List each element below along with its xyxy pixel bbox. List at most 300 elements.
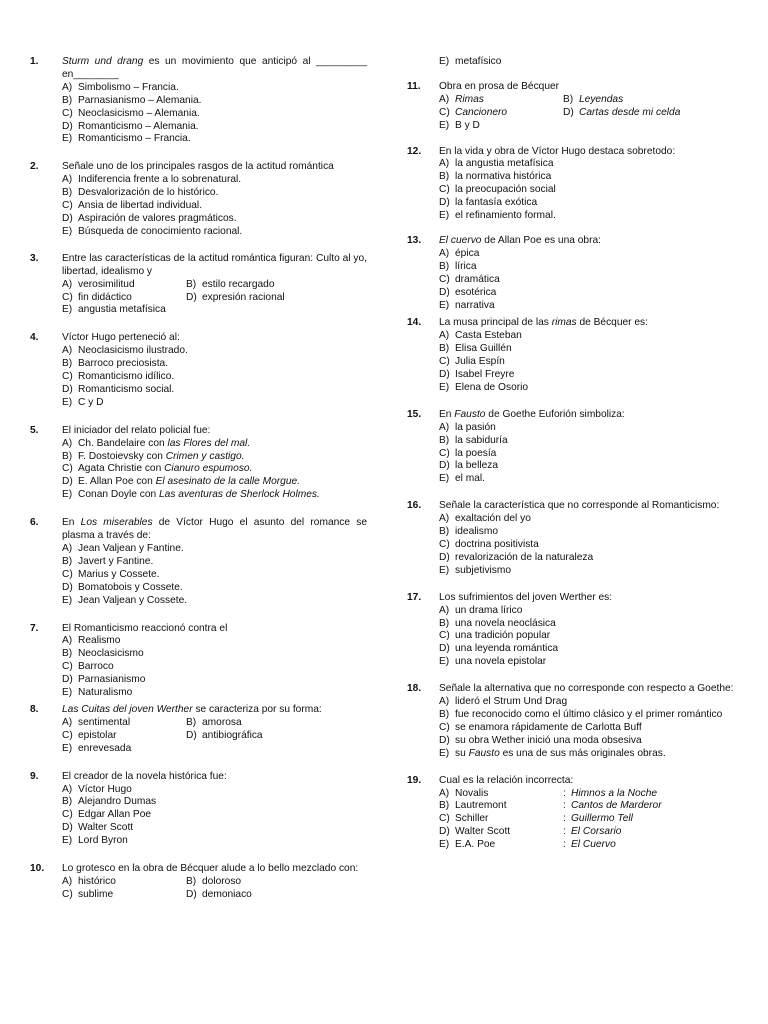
option [62,476,367,489]
relation-separator: : [563,839,566,851]
option-letter: B) [439,708,450,720]
question-stem: Señale la alternativa que no corresponde con respecto a Goethe: [439,683,734,695]
option [62,648,367,661]
question-body [439,317,746,394]
question-body [439,500,746,577]
option-letter: E) [439,473,450,485]
question-number: 5. [30,424,39,436]
option-text: una tradición popular [455,630,551,642]
option [439,526,746,539]
option [439,356,746,369]
option-text: metafísico [455,56,502,67]
option-pair [439,94,746,107]
option-letter: C) [62,888,73,900]
option-letter: A) [439,604,450,616]
option-letter: A) [62,543,73,554]
option-text: Alejandro Dumas [78,796,157,808]
option-letter: C) [62,729,73,741]
question-body [439,683,746,760]
option [62,889,186,902]
option-letter: D) [62,212,73,224]
option-text: idealismo [455,526,499,538]
option-text: Jean Valjean y Fantine. [78,543,184,554]
option [62,463,367,476]
question-body [439,146,746,223]
option [439,197,746,210]
option-text: el refinamiento formal. [455,210,556,222]
option-text: una novela epistolar [455,656,547,668]
question-stem: Sturm und drang es un movimiento que anticipó al _________ en________ [62,56,368,80]
option [439,539,746,552]
option-letter: A) [439,787,450,799]
option [62,384,367,397]
question-stem: El Romanticismo reaccionó contra el [62,622,228,634]
option [439,656,746,669]
option-letter: B) [439,434,450,446]
option [62,809,367,822]
option-letter: C) [439,106,450,118]
question-body [62,623,367,700]
option-letter: B) [62,187,73,199]
option-text: Casta Esteban [455,330,522,342]
option [62,674,367,687]
relation-row [439,839,746,852]
option [439,158,746,171]
option [439,171,746,184]
option-letter: E) [439,299,450,311]
option-text: Agata Christie con Cianuro espumoso. [78,463,253,475]
option-letter: B) [439,260,450,272]
relation-author: Novalis [455,787,489,799]
option-text: Neoclasicismo – Alemania. [78,107,200,119]
relation-separator: : [563,813,566,825]
option-letter: E) [439,839,450,851]
option-letter: D) [62,120,73,132]
relation-row [439,826,746,839]
option-letter: A) [62,174,73,186]
option-letter: C) [439,630,450,642]
option [186,730,367,743]
option [62,226,367,239]
option-letter: E) [439,656,450,668]
option-text: Parnasianismo [78,674,146,686]
option-letter: E) [62,225,73,237]
question-14 [407,317,746,394]
option [439,261,746,274]
option-text: Rimas [455,93,484,105]
option-text: la poesía [455,447,497,459]
question-body [62,253,367,318]
option-text: estilo recargado [202,278,275,290]
option-letter: D) [186,729,197,741]
option [62,174,367,187]
option-text: Elena de Osorio [455,381,529,393]
option-letter: C) [62,463,73,475]
question-number: 1. [30,56,39,67]
question-number: 19. [407,774,422,786]
option-text: dramática [455,273,500,285]
option [62,304,367,317]
question-7 [30,623,367,700]
option-letter: D) [439,734,450,746]
question-number: 11. [407,80,421,92]
option-letter: C) [62,200,73,212]
option-text: Julia Espín [455,356,505,368]
option [62,108,367,121]
question-number: 18. [407,683,422,695]
option [62,730,186,743]
option-text: Ansia de libertad individual. [78,200,203,212]
option-text: narrativa [455,299,495,311]
question-18 [407,683,746,760]
right-column [407,56,746,852]
option-text: la pasión [455,421,496,433]
left-column [30,56,367,902]
option-letter: A) [62,81,73,93]
option-letter: D) [439,643,450,655]
option [439,618,746,631]
option [62,121,367,134]
question-stem: Cual es la relación incorrecta: [439,774,574,786]
option-text: amorosa [202,716,242,728]
option-letter: B) [439,343,450,355]
option-text: épica [455,247,480,259]
option-letter: E) [439,747,450,759]
option [62,213,367,226]
option-letter: E) [439,381,450,393]
option-text: esotérica [455,286,497,298]
question-body [439,592,746,669]
option-letter: B) [439,800,450,812]
option-text: E. Allan Poe con El asesinato de la calle Morgue. [78,476,300,488]
option [563,107,746,120]
option [439,56,746,69]
option-text: Desvalorización de lo histórico. [78,187,219,199]
question-stem: En la vida y obra de Víctor Hugo destaca sobretodo: [439,145,676,157]
option-text: Isabel Freyre [455,369,515,381]
question-number: 15. [407,408,422,420]
option-text: una novela neoclásica [455,617,556,629]
question-body [62,425,367,502]
option-text: la preocupación social [455,184,556,196]
option-letter: B) [186,278,197,290]
option [439,184,746,197]
option-letter: E) [62,687,73,699]
relation-work: Cantos de Marderor [571,800,662,812]
question-number: 7. [30,622,39,634]
option-text: Víctor Hugo [78,783,132,795]
option-letter: E) [439,119,450,131]
question-body [62,771,367,848]
option-text: se enamora rápidamente de Carlotta Buff [455,721,642,733]
option-text: sentimental [78,716,131,728]
option-text: Romanticismo social. [78,383,175,395]
option-text: Naturalismo [78,687,133,699]
option-letter: B) [62,555,73,567]
option [439,274,746,287]
question-body [62,863,367,902]
question-number: 4. [30,332,39,344]
option-text: Romanticismo – Francia. [78,133,191,145]
option-text: subjetivismo [455,564,512,576]
option-letter: C) [62,107,73,119]
option-text: Romanticismo – Alemania. [78,120,199,132]
option [62,784,367,797]
option-text: un drama lírico [455,604,523,616]
option-letter: B) [62,796,73,808]
option [62,82,367,95]
option [62,292,186,305]
option-text: la normativa histórica [455,171,552,183]
option-text: Cancionero [455,106,508,118]
option-text: Conan Doyle con Las aventuras de Sherlock Holmes. [78,489,320,501]
option-text: exaltación del yo [455,513,531,525]
option-letter: A) [62,635,73,647]
option-letter: D) [62,581,73,593]
question-9 [30,771,367,848]
option-letter: A) [439,158,450,170]
option [62,835,367,848]
relation-author: Schiller [455,813,489,825]
option [62,635,367,648]
option [439,300,746,313]
option-text: Indiferencia frente a lo sobrenatural. [78,174,242,186]
option-text: Barroco [78,661,114,673]
option-pair [62,876,367,889]
relation-separator: : [563,800,566,812]
option [439,748,746,761]
option [62,743,367,756]
question-body [439,81,746,133]
option [439,735,746,748]
relation-work: El Cuervo [571,839,616,851]
relation-row [439,813,746,826]
option-letter: E) [439,56,450,67]
option-letter: E) [62,835,73,847]
option-text: el mal. [455,473,486,485]
option-letter: C) [439,813,450,825]
option-letter: D) [439,286,450,298]
question-stem: Las Cuitas del joven Werther se caracteriza por su forma: [62,703,322,715]
option-text: Javert y Fantine. [78,555,154,567]
option-pair [62,717,367,730]
question-4 [30,332,367,409]
option-text: demoniaco [202,888,252,900]
relation-work: El Corsario [571,826,622,838]
option [186,717,367,730]
option [439,107,563,120]
option [62,687,367,700]
question-3 [30,253,367,318]
option-letter: C) [62,661,73,673]
question-11 [407,81,746,133]
option [439,473,746,486]
question-stem: El cuervo de Allan Poe es una obra: [439,234,601,246]
option-text: Marius y Cossete. [78,568,160,580]
option-letter: B) [439,171,450,183]
question-number: 16. [407,500,422,512]
question-body [62,56,367,146]
option-letter: D) [563,106,574,118]
option-text: Parnasianismo – Alemania. [78,94,202,106]
option-letter: E) [62,742,73,754]
option-text: Aspiración de valores pragmáticos. [78,212,237,224]
option [439,630,746,643]
option [439,448,746,461]
question-body [62,332,367,409]
question-stem: En Fausto de Goethe Euforión simboliza: [439,408,625,420]
relation-work: Guillermo Tell [571,813,633,825]
question-number: 10. [30,863,45,875]
option [62,371,367,384]
option-letter: E) [62,489,73,501]
option-letter: A) [439,421,450,433]
option [62,200,367,213]
option-letter: C) [439,721,450,733]
option-text: sublime [78,888,114,900]
option-letter: D) [439,826,450,838]
option [186,889,367,902]
option-letter: D) [62,822,73,834]
option-text: Barroco preciosista. [78,358,169,370]
relation-row [439,788,746,801]
option-letter: A) [62,437,73,449]
relation-author: E.A. Poe [455,839,496,851]
question-number [407,56,439,69]
option-text: la sabiduría [455,434,508,446]
question-number: 17. [407,591,422,603]
option-letter: E) [62,396,73,408]
option-text: Búsqueda de conocimiento racional. [78,225,243,237]
question-8 [30,704,367,756]
option [62,717,186,730]
option [62,438,367,451]
option-text: fue reconocido como el último clásico y el primer romántico [455,708,723,720]
option [439,722,746,735]
option-letter: A) [62,716,73,728]
option-letter: B) [439,617,450,629]
option-text: una leyenda romántica [455,643,559,655]
option-text: F. Dostoievsky con Crimen y castigo. [78,450,245,462]
option-text: Simbolismo – Francia. [78,81,179,93]
option-letter: C) [439,184,450,196]
option [62,595,367,608]
question-12 [407,146,746,223]
option-letter: B) [439,526,450,538]
option-letter: C) [439,356,450,368]
question-number: 8. [30,703,39,715]
option [62,358,367,371]
option [62,822,367,835]
option-letter: B) [186,875,197,887]
option-text: Leyendas [579,93,624,105]
option-letter: E) [62,133,73,145]
option-text: verosimilitud [78,278,135,290]
option [62,582,367,595]
relation-work: Himnos a la Noche [571,787,658,799]
option-text: la belleza [455,460,499,472]
option-text: Neoclasicismo ilustrado. [78,345,188,357]
option-letter: B) [62,648,73,660]
question-15 [407,409,746,486]
question-6 [30,517,367,607]
question-stem: Entre las características de la actitud romántica figuran: Culto al yo, libertad, idealismo y [62,252,367,277]
option-text: Elisa Guillén [455,343,512,355]
question-body [439,409,746,486]
option [62,345,367,358]
option [62,661,367,674]
question-stem: Los sufrimientos del joven Werther es: [439,591,613,603]
question-1 [30,56,367,146]
option [62,796,367,809]
question-stem: Lo grotesco en la obra de Bécquer alude a lo bello mezclado con: [62,863,359,875]
option-pair [439,107,746,120]
question-5 [30,425,367,502]
option [62,543,367,556]
option-text: Neoclasicismo [78,648,144,660]
option [186,279,367,292]
option-letter: A) [62,875,73,887]
option-letter: E) [62,304,73,316]
relation-author: Lautremont [455,800,507,812]
option-pair [62,279,367,292]
option-letter: C) [62,568,73,580]
option-text: Lord Byron [78,835,128,847]
option-letter: D) [186,888,197,900]
question-stem: El creador de la novela histórica fue: [62,770,227,782]
option [439,513,746,526]
question-continuation [407,56,746,69]
option-letter: E) [439,564,450,576]
question-stem: Señale uno de los principales rasgos de la actitud romántica [62,161,334,173]
option-letter: C) [62,291,73,303]
option-letter: C) [439,273,450,285]
question-number: 3. [30,252,39,264]
question-number: 9. [30,770,39,782]
option-letter: A) [62,278,73,290]
option-letter: E) [62,594,73,606]
question-stem: Señale la característica que no corresponde al Romanticismo: [439,500,720,512]
option [439,330,746,343]
option-letter: C) [62,809,73,821]
option [439,605,746,618]
option-letter: A) [439,247,450,259]
option [439,552,746,565]
question-body [439,56,746,69]
option [439,643,746,656]
option-letter: A) [439,330,450,342]
option [439,94,563,107]
option-letter: D) [439,551,450,563]
option-letter: D) [62,674,73,686]
option-text: doctrina positivista [455,539,539,550]
option-letter: B) [186,716,197,728]
question-body [62,517,367,607]
option-pair [62,730,367,743]
option-text: Edgar Allan Poe [78,809,152,821]
option-letter: C) [439,539,450,550]
question-number: 6. [30,517,39,529]
question-body [439,235,746,312]
option-letter: D) [62,383,73,395]
option-text: expresión racional [202,291,285,303]
option-text: epistolar [78,729,117,741]
option-text: revalorización de la naturaleza [455,551,594,563]
question-number: 13. [407,234,422,246]
option [62,489,367,502]
option-pair [62,889,367,902]
question-13 [407,235,746,312]
